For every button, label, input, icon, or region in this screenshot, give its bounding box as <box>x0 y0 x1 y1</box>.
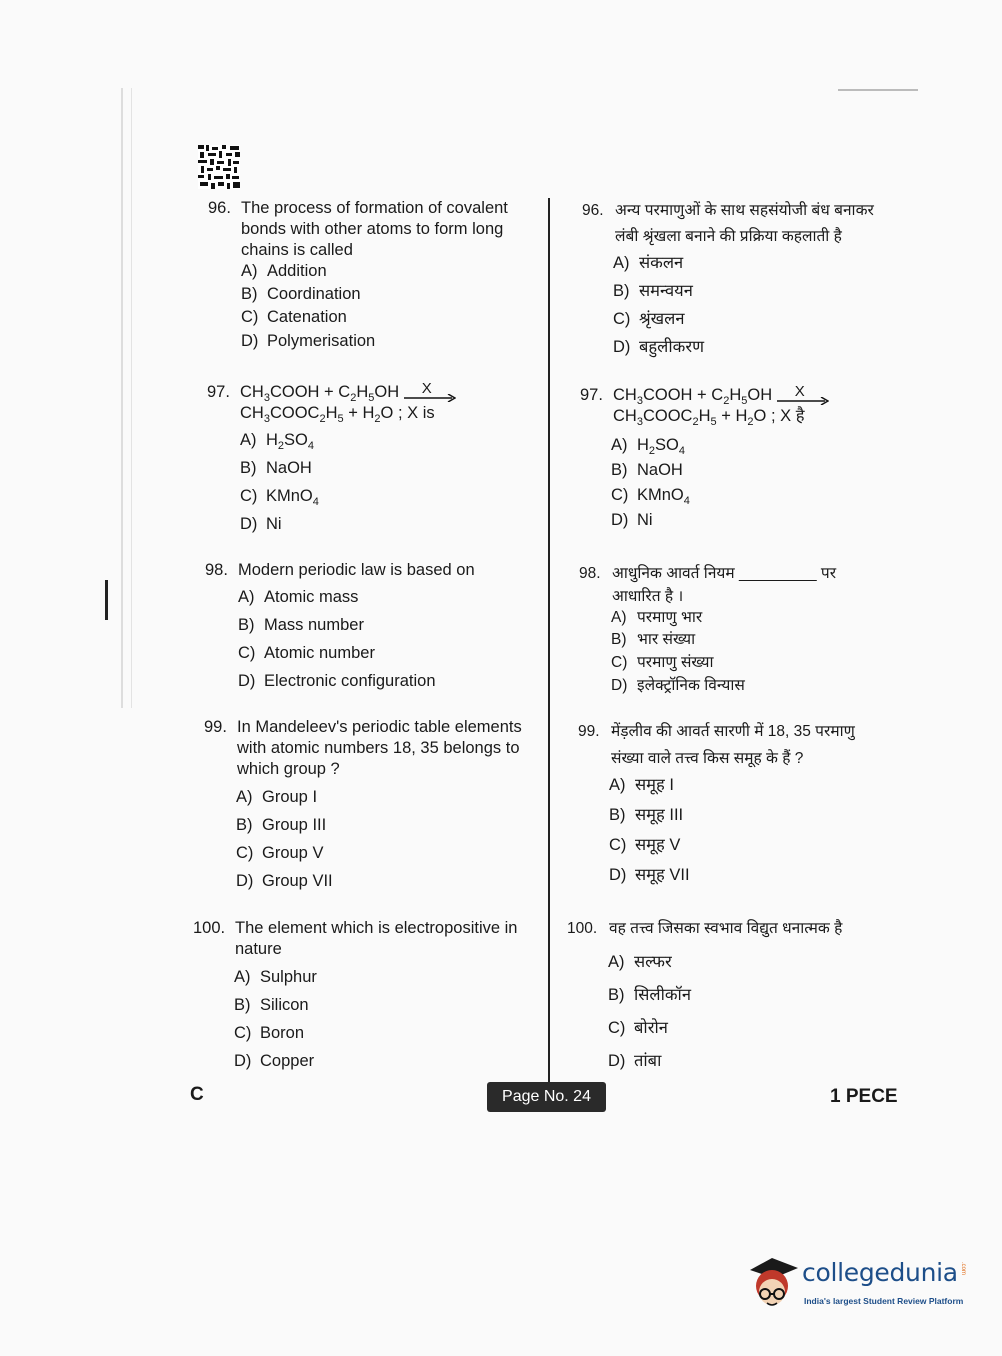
question-96-hi <box>582 198 912 250</box>
answer-blank: _________ <box>739 565 817 582</box>
reaction-arrow-icon: X <box>777 387 829 405</box>
option-d: D) Ni <box>240 515 282 533</box>
logo-tagline: India's largest Student Review Platform <box>804 1296 964 1306</box>
option-d: D) Group VII <box>236 872 333 890</box>
question-text: Modern periodic law is based on <box>238 561 475 579</box>
option-a: A) $H_2SO_4$ <box>611 436 686 457</box>
question-number: 99. <box>204 718 227 736</box>
option-c: C) Boron <box>234 1024 305 1042</box>
set-code: C <box>190 1084 204 1105</box>
scan-margin-line <box>131 88 132 708</box>
question-number: 97. <box>207 383 230 401</box>
option-c: C) Atomic number <box>238 644 375 662</box>
qr-code-icon <box>198 145 240 189</box>
option-d: D) Ni <box>611 511 653 529</box>
option-d: D) तांबा <box>608 1052 662 1070</box>
option-b: B) समूह III <box>609 806 684 824</box>
scan-margin-mark <box>105 580 108 620</box>
question-text: आधुनिक आवर्त नियम _________ पर आधारित है । <box>612 565 837 605</box>
question-text: अन्य परमाणुओं के साथ सहसंयोजी बंध बनाकर लंबी श्रृंखला बनाने की प्रक्रिया कहलाती है <box>615 202 874 245</box>
option-d: D) बहुलीकरण <box>613 338 704 356</box>
option-b: B) Coordination <box>241 285 361 303</box>
question-98-hi <box>579 562 909 608</box>
page-number-badge: Page No. 24 <box>487 1082 606 1112</box>
column-divider <box>548 198 550 1084</box>
question-number: 99. <box>578 723 600 740</box>
question-text: In Mandeleev's periodic table elements with atomic numbers 18, 35 belongs to which group ? <box>237 718 522 778</box>
option-d: D) Electronic configuration <box>238 672 436 690</box>
option-d: D) इलेक्ट्रॉनिक विन्यास <box>611 677 745 694</box>
option-b: B) Mass number <box>238 616 364 634</box>
option-c: C) समूह V <box>609 836 681 854</box>
option-a: A) समूह I <box>609 776 674 794</box>
option-c: C) बोरोन <box>608 1019 668 1037</box>
option-c: C) KMnO$_4$ <box>611 486 690 507</box>
option-b: B) सिलीकॉन <box>608 986 691 1004</box>
question-text: मेंड़लीव की आवर्त सारणी में 18, 35 परमाणु संख्या वाले तत्त्व किस समूह के हैं ? <box>611 723 855 767</box>
question-number: 96. <box>208 199 231 217</box>
collegedunia-logo <box>742 1250 972 1316</box>
option-d: D) समूह VII <box>609 866 690 884</box>
option-c: C) परमाणु संख्या <box>611 654 714 671</box>
question-text: The process of formation of covalent bonds with other atoms to form long chains is called <box>241 199 508 259</box>
question-text: वह तत्त्व जिसका स्वभाव विद्युत धनात्मक है <box>609 920 843 937</box>
question-100-hi <box>567 918 897 939</box>
question-number: 97. <box>580 386 603 404</box>
paper-code: 1 PECE <box>830 1086 898 1107</box>
option-a: A) संकलन <box>613 254 684 272</box>
option-c: C) Group V <box>236 844 324 862</box>
option-a: A) Sulphur <box>234 968 317 986</box>
reaction-equation: $CH_3COOH + C_2H_5OH$ X $CH_3COOC_2H_5 + H_2O$ ; X is <box>240 382 537 424</box>
question-number: 96. <box>582 202 604 219</box>
question-97-hi <box>580 382 910 428</box>
option-a: A) सल्फर <box>608 953 672 971</box>
question-96-en <box>208 198 538 261</box>
option-c: C) KMnO$_4$ <box>240 487 319 508</box>
question-number: 100. <box>193 919 226 937</box>
logo-name: collegedunia <box>802 1258 958 1287</box>
question-number: 98. <box>579 565 601 582</box>
option-b: B) Silicon <box>234 996 309 1014</box>
option-b: B) Group III <box>236 816 327 834</box>
question-number: 100. <box>567 920 598 937</box>
question-99-hi <box>578 718 913 772</box>
option-a: A) Group I <box>236 788 318 806</box>
logo-suffix: .com <box>960 1262 966 1276</box>
option-b: B) NaOH <box>611 461 683 479</box>
option-a: A) परमाणु भार <box>611 609 703 626</box>
question-98-en <box>205 560 535 581</box>
option-b: B) समन्वयन <box>613 282 693 300</box>
question-text: The element which is electropositive in nature <box>235 919 518 958</box>
question-100-en <box>193 918 523 960</box>
option-c: C) Catenation <box>241 308 347 326</box>
reaction-arrow-icon: X <box>404 384 456 402</box>
option-d: D) Polymerisation <box>241 332 376 350</box>
option-d: D) Copper <box>234 1052 315 1070</box>
option-a: A) Atomic mass <box>238 588 359 606</box>
question-number: 98. <box>205 561 228 579</box>
question-97-en <box>207 379 537 425</box>
reaction-equation: $CH_3COOH + C_2H_5OH$ X $CH_3COOC_2H_5 + H_2O$ ; X है <box>613 385 910 427</box>
option-b: B) भार संख्या <box>611 631 696 648</box>
option-a: A) Addition <box>241 262 327 280</box>
option-b: B) NaOH <box>240 459 312 477</box>
mascot-icon <box>742 1250 802 1316</box>
scan-top-line <box>838 89 918 91</box>
scan-margin-line <box>121 88 123 708</box>
option-a: A) $H_2SO_4$ <box>240 431 315 452</box>
question-99-en <box>204 717 539 780</box>
option-c: C) श्रृंखलन <box>613 310 685 328</box>
